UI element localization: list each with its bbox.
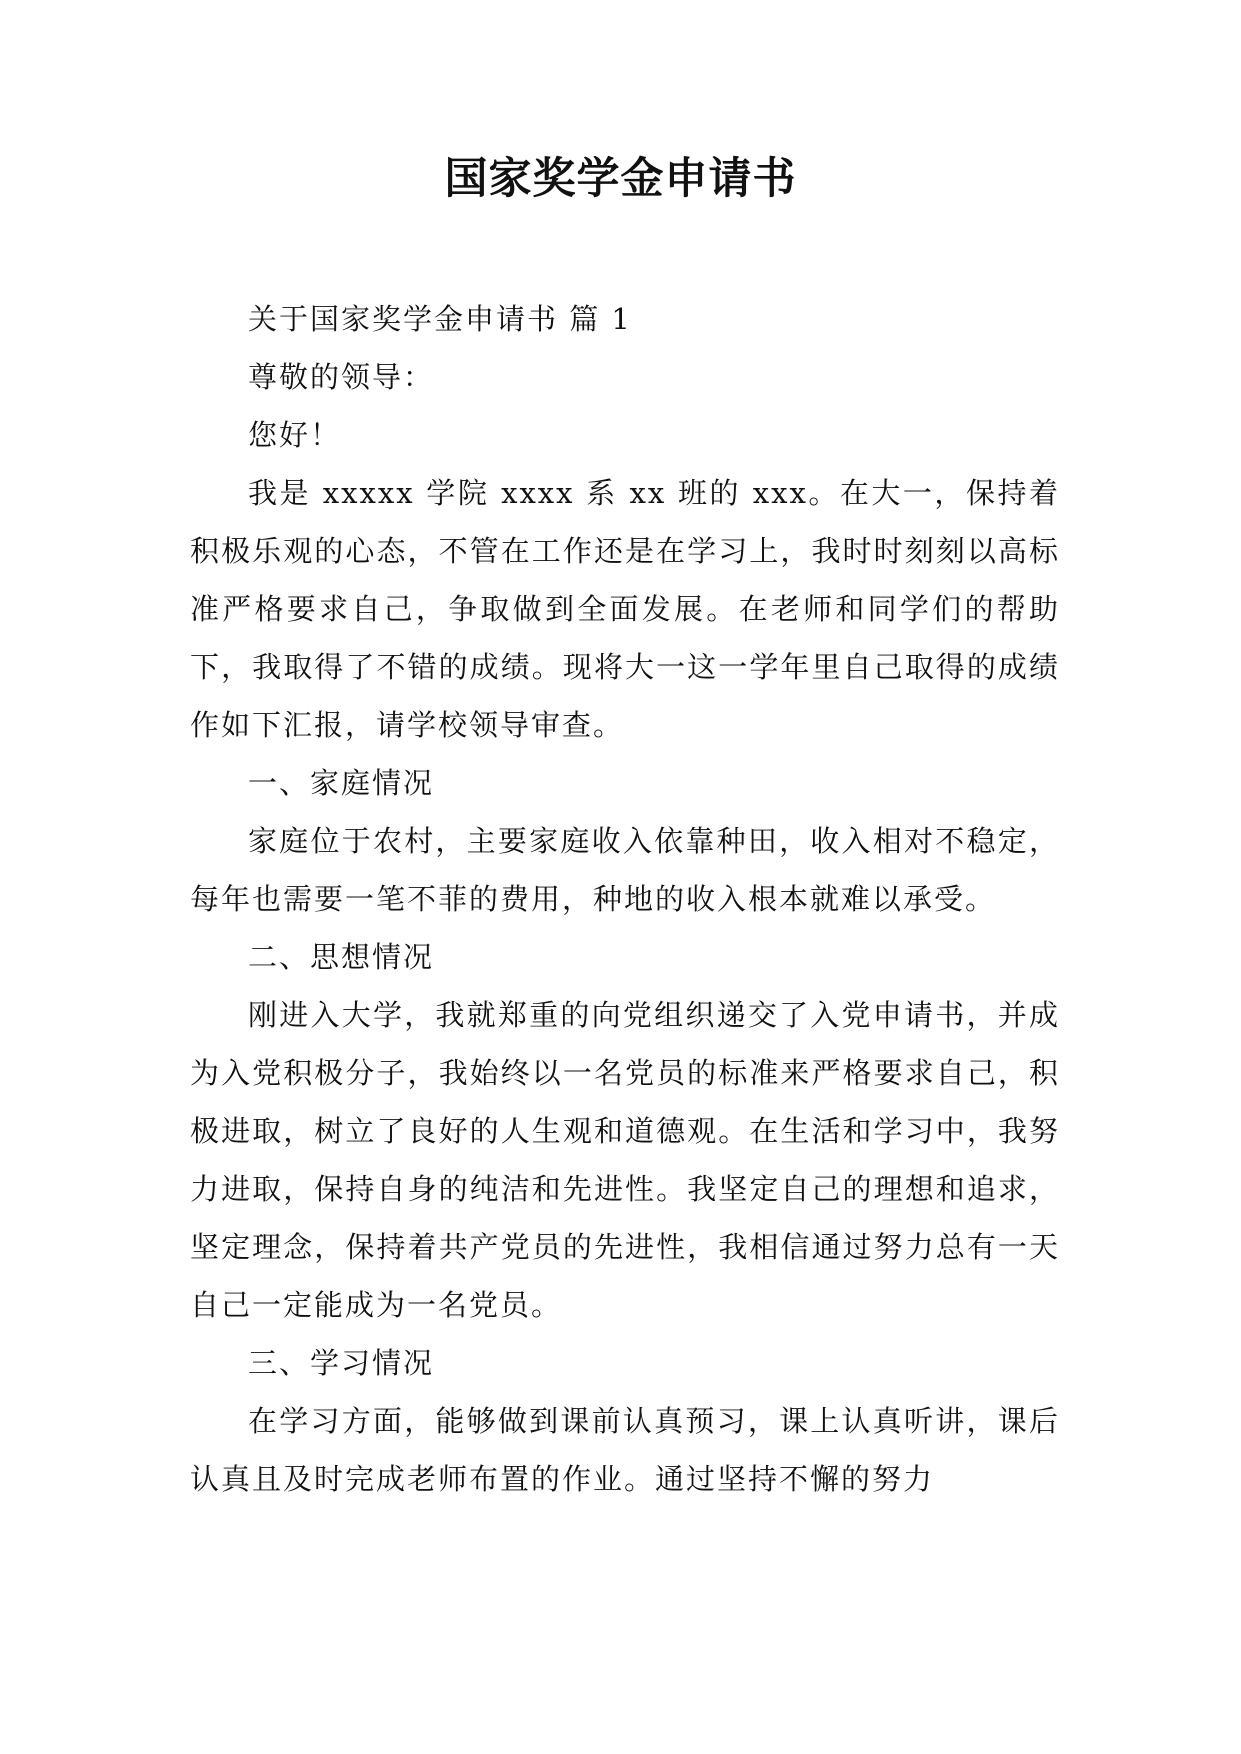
paragraph-greeting: 您好！: [248, 418, 342, 452]
document-body: [190, 290, 1060, 1508]
paragraph-introduction: 我是 xxxxx 学院 xxxx 系 xx 班的 xxx。在大一，保持着积极乐观的心态，不管在工作还是在学习上，我时时刻刻以高标准严格要求自己，争取做到全面发展。在老师和同学们的帮助下，我取得了不错的成绩。现将大一这一学年里自己取得的成绩作如下汇报，请学校领导审查。: [190, 476, 1060, 742]
paragraph-ideological-situation: 刚进入大学，我就郑重的向党组织递交了入党申请书，并成为入党积极分子，我始终以一名党员的标准来严格要求自己，积极进取，树立了良好的人生观和道德观。在生活和学习中，我努力进取，保持自身的纯洁和先进性。我坚定自己的理想和追求，坚定理念，保持着共产党员的先进性，我相信通过努力总有一天自己一定能成为一名党员。: [190, 998, 1060, 1322]
heading-family-situation: 一、家庭情况: [248, 766, 435, 800]
paragraph-salutation: 尊敬的领导：: [248, 360, 435, 394]
heading-ideological-situation: 二、思想情况: [248, 940, 435, 974]
paragraph-family-situation: 家庭位于农村，主要家庭收入依靠种田，收入相对不稳定，每年也需要一笔不菲的费用，种地的收入根本就难以承受。: [190, 824, 1060, 916]
heading-study-situation: 三、学习情况: [248, 1346, 435, 1380]
document-title: 国家奖学金申请书: [444, 154, 797, 204]
paragraph-section-heading: 关于国家奖学金申请书 篇 1: [248, 302, 632, 336]
paragraph-study-situation: 在学习方面，能够做到课前认真预习，课上认真听讲，课后认真且及时完成老师布置的作业。通过坚持不懈的努力: [190, 1404, 1060, 1496]
